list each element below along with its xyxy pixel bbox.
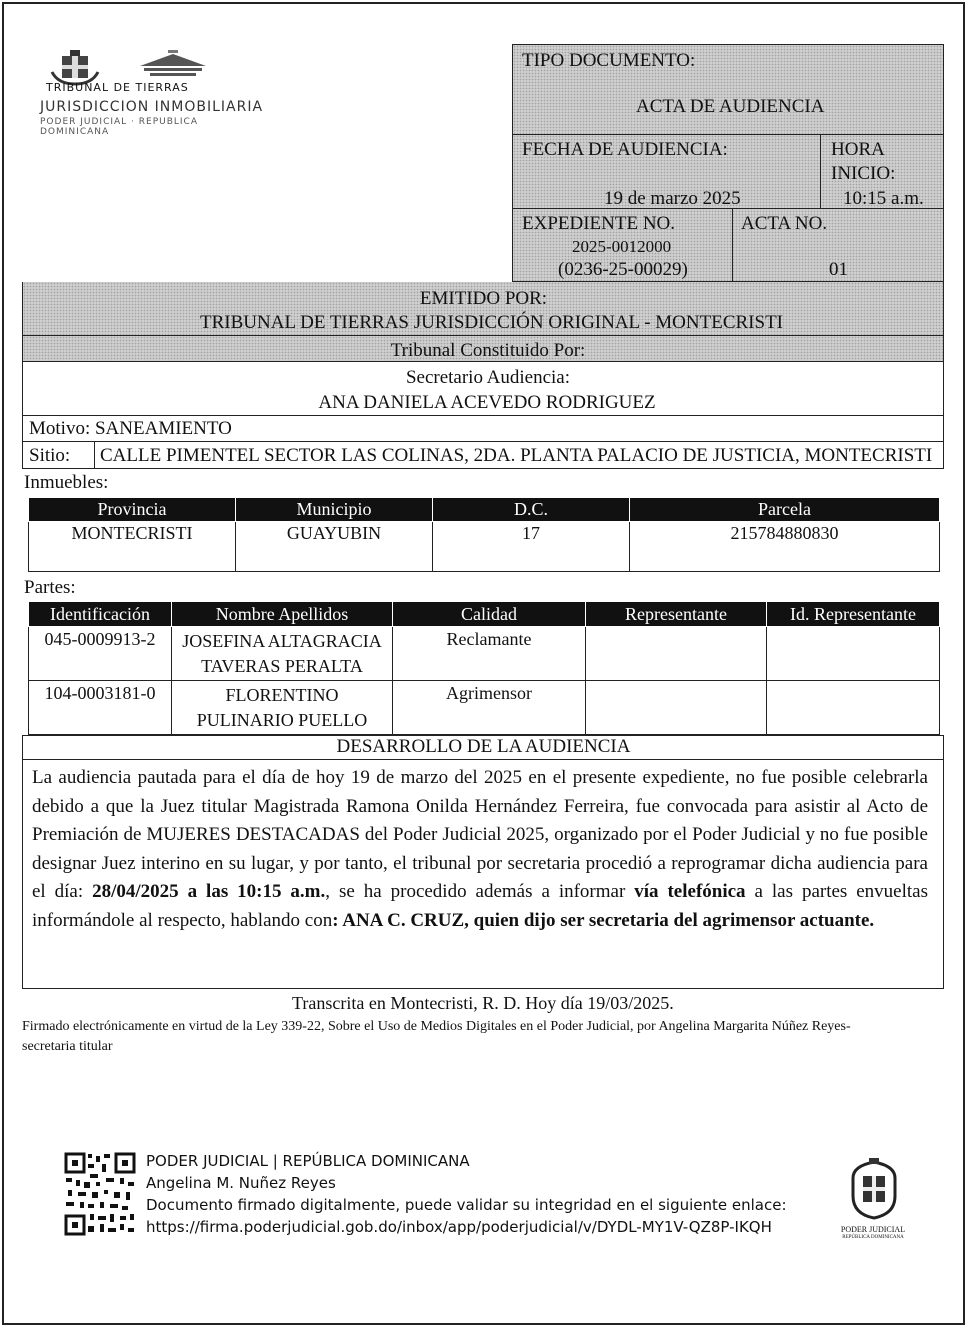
acta-value: 01	[829, 259, 848, 280]
parte-representante	[586, 681, 767, 735]
tribunal-logo	[40, 46, 270, 136]
emitido-value: TRIBUNAL DE TIERRAS JURISDICCIÓN ORIGINAL - MONTECRISTI	[200, 312, 784, 333]
desarrollo-text-3: a las partes envueltas informándole al respecto, hablando con	[32, 881, 928, 931]
header-acta-divider	[732, 208, 733, 282]
partes-header-calidad: Calidad	[393, 602, 586, 627]
inmuebles-header-provincia: Provincia	[29, 498, 236, 522]
inmuebles-parcela: 215784880830	[630, 522, 940, 572]
desarrollo-bold-date: 28/04/2025 a las 10:15 a.m.	[92, 881, 326, 902]
firmado-text: Firmado electrónicamente en virtud de la Ley 339-22, Sobre el Uso de Medios Digitales en el Poder Judicial, por Angelina Margarita Núñez Reyes-secretaria titular	[22, 1019, 851, 1054]
header-tipo-divider	[512, 134, 944, 135]
inmuebles-municipio: GUAYUBIN	[236, 522, 433, 572]
inmuebles-label: Inmuebles:	[24, 472, 109, 493]
acta-label: ACTA NO.	[741, 213, 828, 234]
parte-nombre-line-1: JOSEFINA ALTAGRACIA	[182, 631, 382, 651]
parte-id: 045-0009913-2	[29, 627, 172, 681]
sitio-value: CALLE PIMENTEL SECTOR LAS COLINAS, 2DA. PLANTA PALACIO DE JUSTICIA, MONTECRISTI	[100, 445, 933, 466]
inmuebles-table	[28, 497, 940, 572]
fecha-value: 19 de marzo 2025	[604, 188, 741, 209]
sitio-label: Sitio:	[29, 445, 71, 466]
tribunal-label: Tribunal Constituido Por:	[390, 340, 586, 361]
parte-id: 104-0003181-0	[29, 681, 172, 735]
table-row	[29, 681, 940, 735]
partes-header-id-representante: Id. Representante	[767, 602, 940, 627]
inmuebles-header-parcela: Parcela	[630, 498, 940, 522]
parte-nombre	[172, 681, 393, 735]
expediente-value-2: (0236-25-00029)	[558, 259, 688, 280]
desarrollo-bold-via: vía telefónica	[634, 881, 746, 902]
tipo-value: ACTA DE AUDIENCIA	[636, 96, 825, 117]
logo-line-1: TRIBUNAL DE TIERRAS	[46, 81, 189, 94]
tipo-label: TIPO DOCUMENTO:	[522, 50, 696, 71]
qr-code-icon	[64, 1152, 136, 1236]
sitio-divider	[94, 442, 95, 469]
judicial-emblem-icon	[847, 1158, 901, 1220]
footer-line-1: PODER JUDICIAL | REPÚBLICA DOMINICANA	[146, 1152, 470, 1170]
footer-line-2: Angelina M. Nuñez Reyes	[146, 1174, 336, 1192]
parte-nombre-line-2: PULINARIO PUELLO	[196, 710, 368, 730]
expediente-value-1: 2025-0012000	[572, 237, 672, 256]
motivo-text: Motivo: SANEAMIENTO	[29, 418, 232, 439]
parte-calidad: Agrimensor	[393, 681, 586, 735]
inmuebles-header-dc: D.C.	[433, 498, 630, 522]
desarrollo-text-2: , se ha procedido además a informar	[325, 881, 635, 902]
partes-table	[28, 601, 940, 735]
inmuebles-provincia: MONTECRISTI	[29, 522, 236, 572]
hora-value: 10:15 a.m.	[843, 188, 924, 209]
fecha-label: FECHA DE AUDIENCIA:	[522, 139, 728, 160]
inmuebles-dc: 17	[433, 522, 630, 572]
desarrollo-title: DESARROLLO DE LA AUDIENCIA	[336, 736, 631, 757]
partes-header-representante: Representante	[586, 602, 767, 627]
transcrita-text: Transcrita en Montecristi, R. D. Hoy día 19/03/2025.	[292, 993, 674, 1013]
desarrollo-paragraph	[32, 764, 928, 935]
inmuebles-header-municipio: Municipio	[236, 498, 433, 522]
tribunal-name: ANA DANIELA ACEVEDO RODRIGUEZ	[318, 392, 656, 413]
hora-label-2: INICIO:	[831, 163, 896, 184]
emblem-caption-1: PODER JUDICIAL	[840, 1225, 906, 1234]
desarrollo-text-1: La audiencia pautada para el día de hoy 19 de marzo del 2025 en el presente expediente, no fue posible celebrarla debido a que la Juez titular Magistrada Ramona Onilda Hernández Ferreira, fue convocada para asistir al Acto de Premiación de MUJERES DESTACADAS del Poder Judicial 2025, organizado por el Poder Judicial y no fue posible designar Juez interino en su lugar, y por tanto, el tribunal por secretaria procedió a reprogramar dicha audiencia para el día:	[32, 767, 928, 902]
table-row	[29, 627, 940, 681]
parte-calidad: Reclamante	[393, 627, 586, 681]
emblem-caption-2: REPÚBLICA DOMINICANA	[842, 1235, 904, 1240]
partes-header-identificacion: Identificación	[29, 602, 172, 627]
emitido-label: EMITIDO POR:	[419, 288, 548, 309]
parte-id-representante	[767, 627, 940, 681]
footer-text	[146, 1150, 787, 1238]
parte-nombre-line-2: TAVERAS PERALTA	[201, 656, 363, 676]
tribunal-role: Secretario Audiencia:	[405, 367, 571, 388]
header-hora-divider	[820, 134, 821, 208]
hora-label-1: HORA	[831, 139, 885, 160]
building-logo-icon	[138, 50, 208, 80]
partes-label: Partes:	[24, 577, 76, 598]
parte-nombre-line-1: FLORENTINO	[225, 685, 339, 705]
expediente-label: EXPEDIENTE NO.	[522, 213, 676, 234]
logo-line-2: JURISDICCION INMOBILIARIA	[40, 99, 264, 115]
partes-header-nombre: Nombre Apellidos	[172, 602, 393, 627]
logo-line-3: PODER JUDICIAL · REPUBLICA DOMINICANA	[40, 117, 198, 137]
parte-id-representante	[767, 681, 940, 735]
desarrollo-bold-contact: : ANA C. CRUZ, quien dijo ser secretaria del agrimensor actuante.	[332, 909, 875, 931]
footer-link[interactable]: https://firma.poderjudicial.gob.do/inbox/app/poderjudicial/v/DYDL-MY1V-QZ8P-IKQH	[146, 1218, 772, 1236]
parte-representante	[586, 627, 767, 681]
footer-line-3: Documento firmado digitalmente, puede validar su integridad en el siguiente enlace:	[146, 1196, 787, 1214]
parte-nombre	[172, 627, 393, 681]
